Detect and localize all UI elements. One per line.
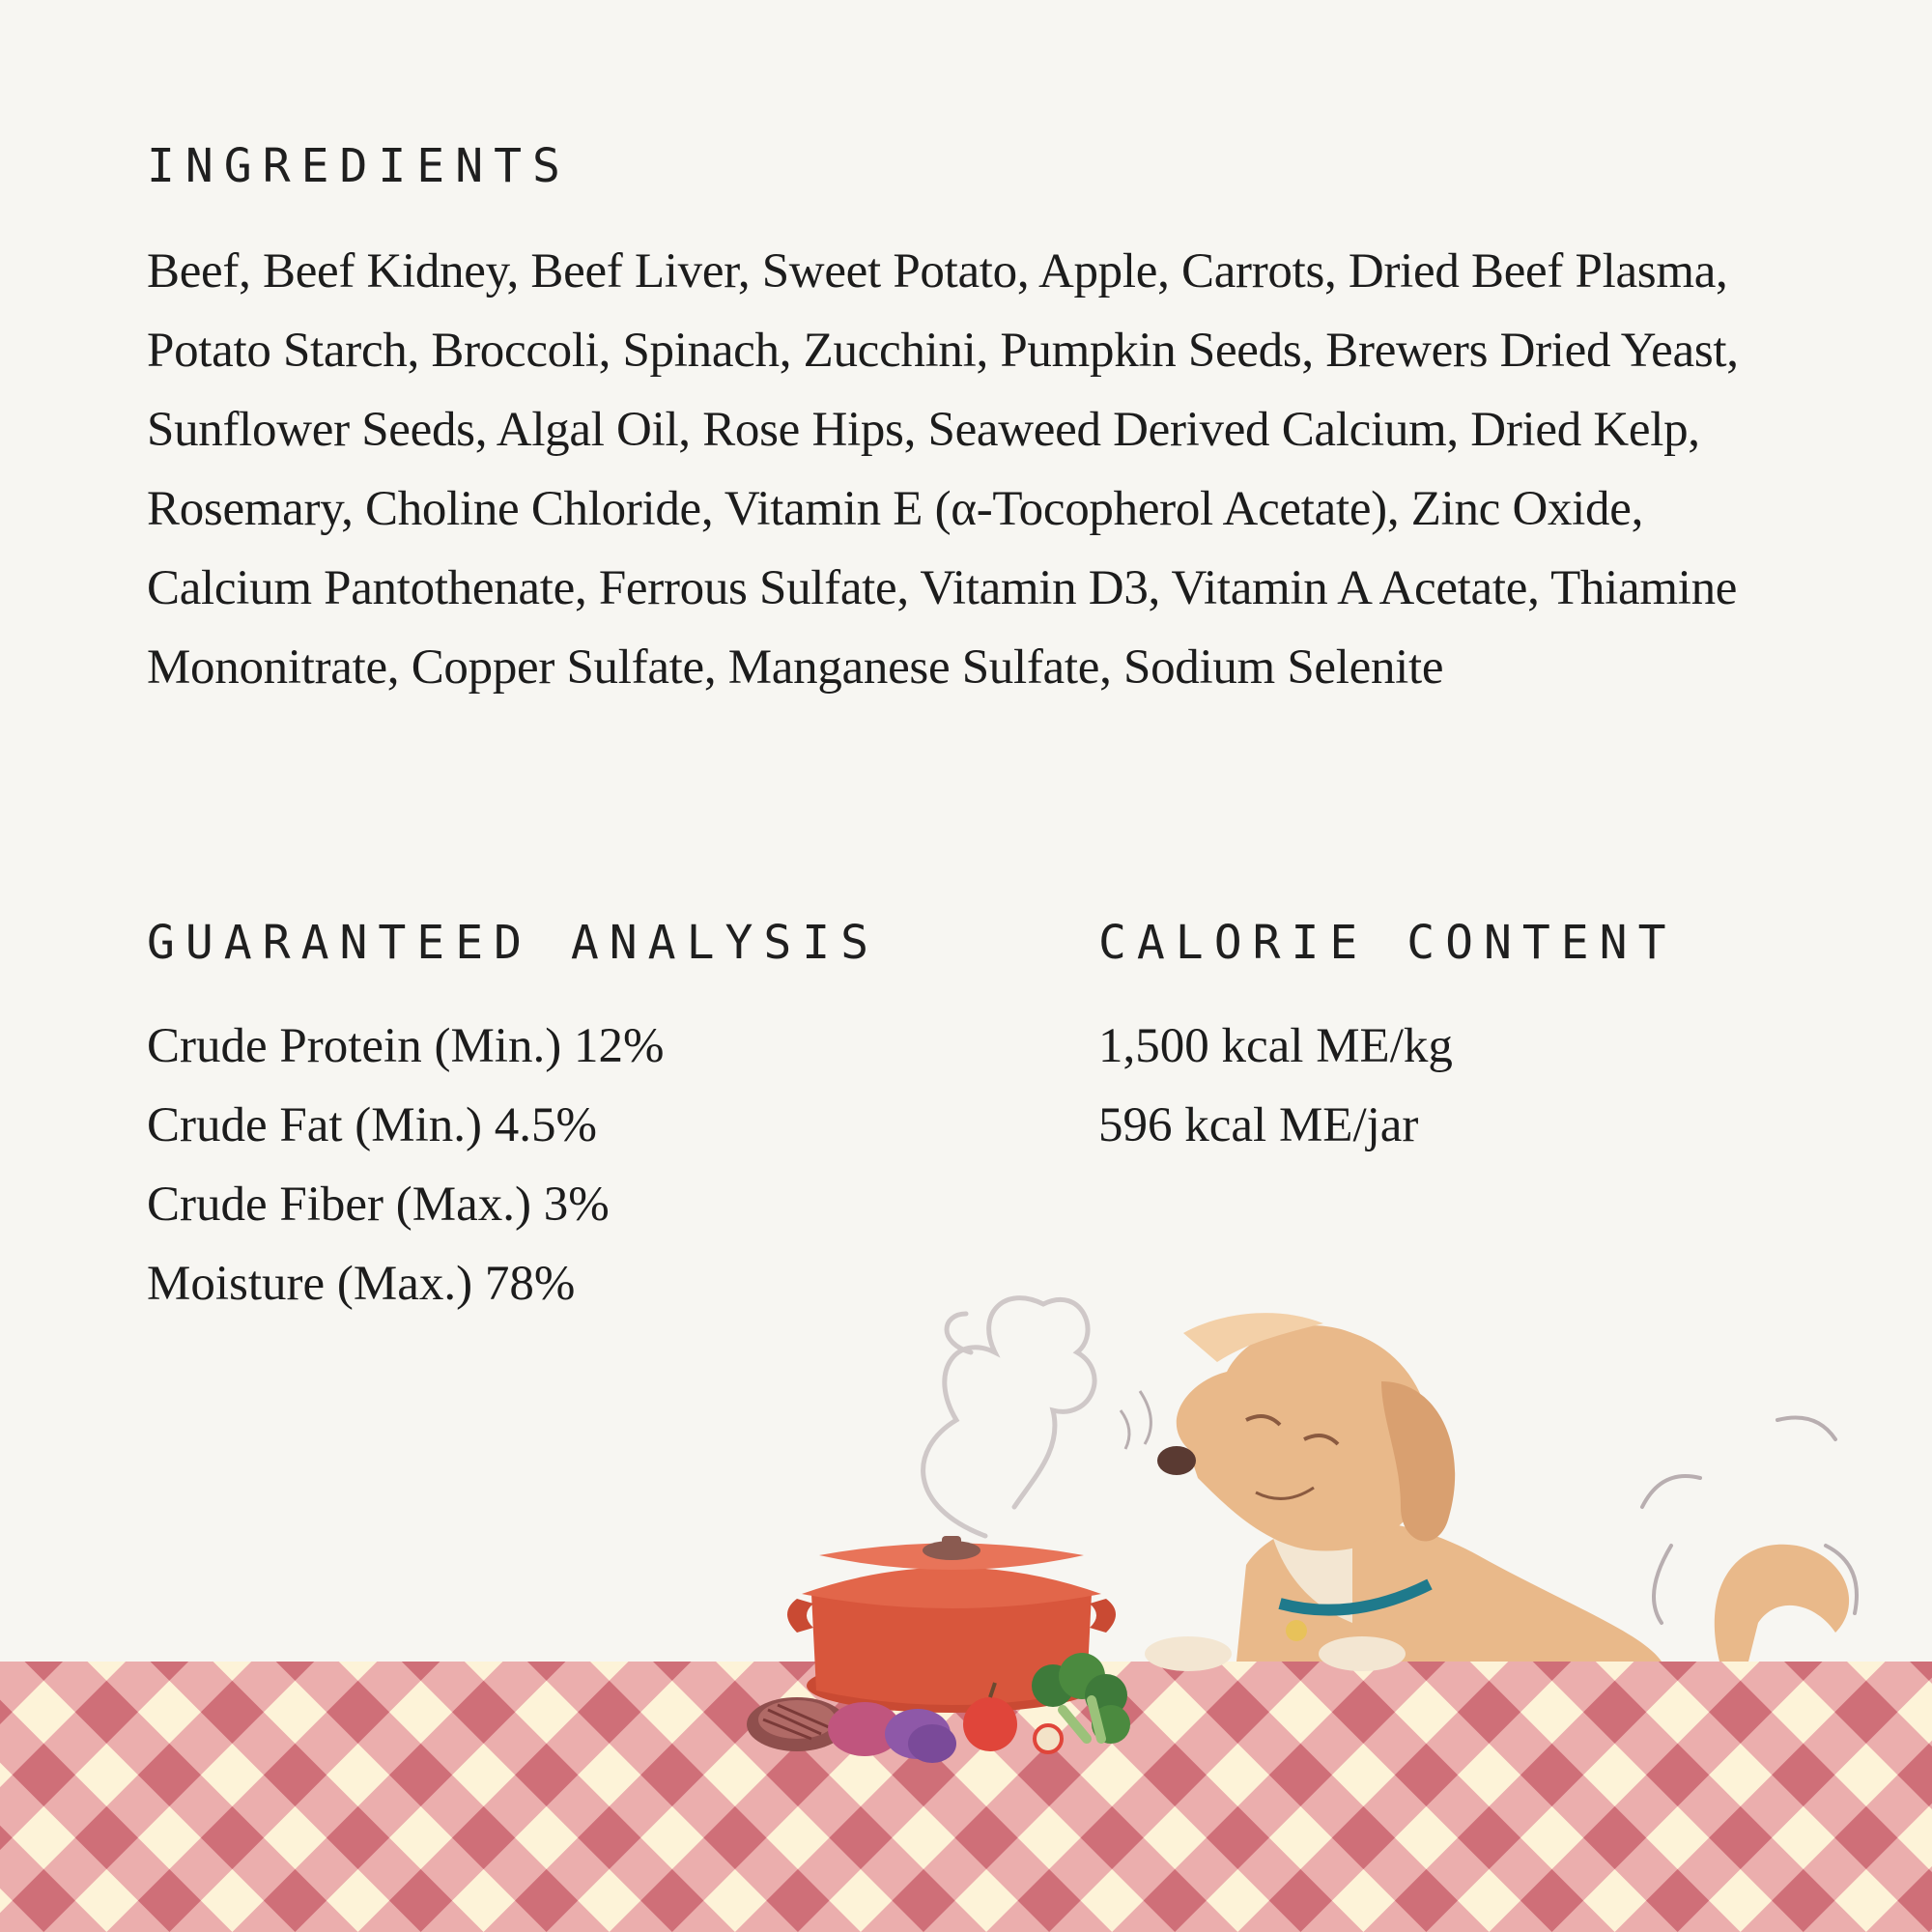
- steam-icon: [923, 1298, 1094, 1536]
- guaranteed-analysis-heading: GUARANTEED ANALYSIS: [147, 916, 880, 970]
- analysis-item-moisture: Moisture (Max.) 78%: [147, 1257, 576, 1311]
- analysis-item-fat: Crude Fat (Min.) 4.5%: [147, 1098, 598, 1152]
- calorie-item-per-kg: 1,500 kcal ME/kg: [1098, 1019, 1453, 1073]
- analysis-item-protein: Crude Protein (Min.) 12%: [147, 1019, 665, 1073]
- dog-icon: [1121, 1313, 1857, 1671]
- calorie-content-heading: CALORIE CONTENT: [1098, 916, 1677, 970]
- analysis-item-fiber: Crude Fiber (Max.) 3%: [147, 1178, 610, 1232]
- ingredients-text: Beef, Beef Kidney, Beef Liver, Sweet Potato, Apple, Carrots, Dried Beef Plasma, Potato Starch, Broccoli, Spinach, Zucchini, Pumpkin Seeds, Brewers Dried Yeast, Sunflower Seeds, Algal Oil, Rose Hips, Seaweed Derived Calcium, Dried Kelp, Rosemary, Choline Chloride, Vitamin E (α-Tocopherol Acetate), Zinc Oxide, Calcium Pantothenate, Ferrous Sulfate, Vitamin D3, Vitamin A Acetate, Thiamine Mononitrate, Copper Sulfate, Manganese Sulfate, Sodium Selenite: [147, 244, 1739, 695]
- ingredients-heading: INGREDIENTS: [147, 139, 571, 193]
- calorie-item-per-jar: 596 kcal ME/jar: [1098, 1098, 1419, 1152]
